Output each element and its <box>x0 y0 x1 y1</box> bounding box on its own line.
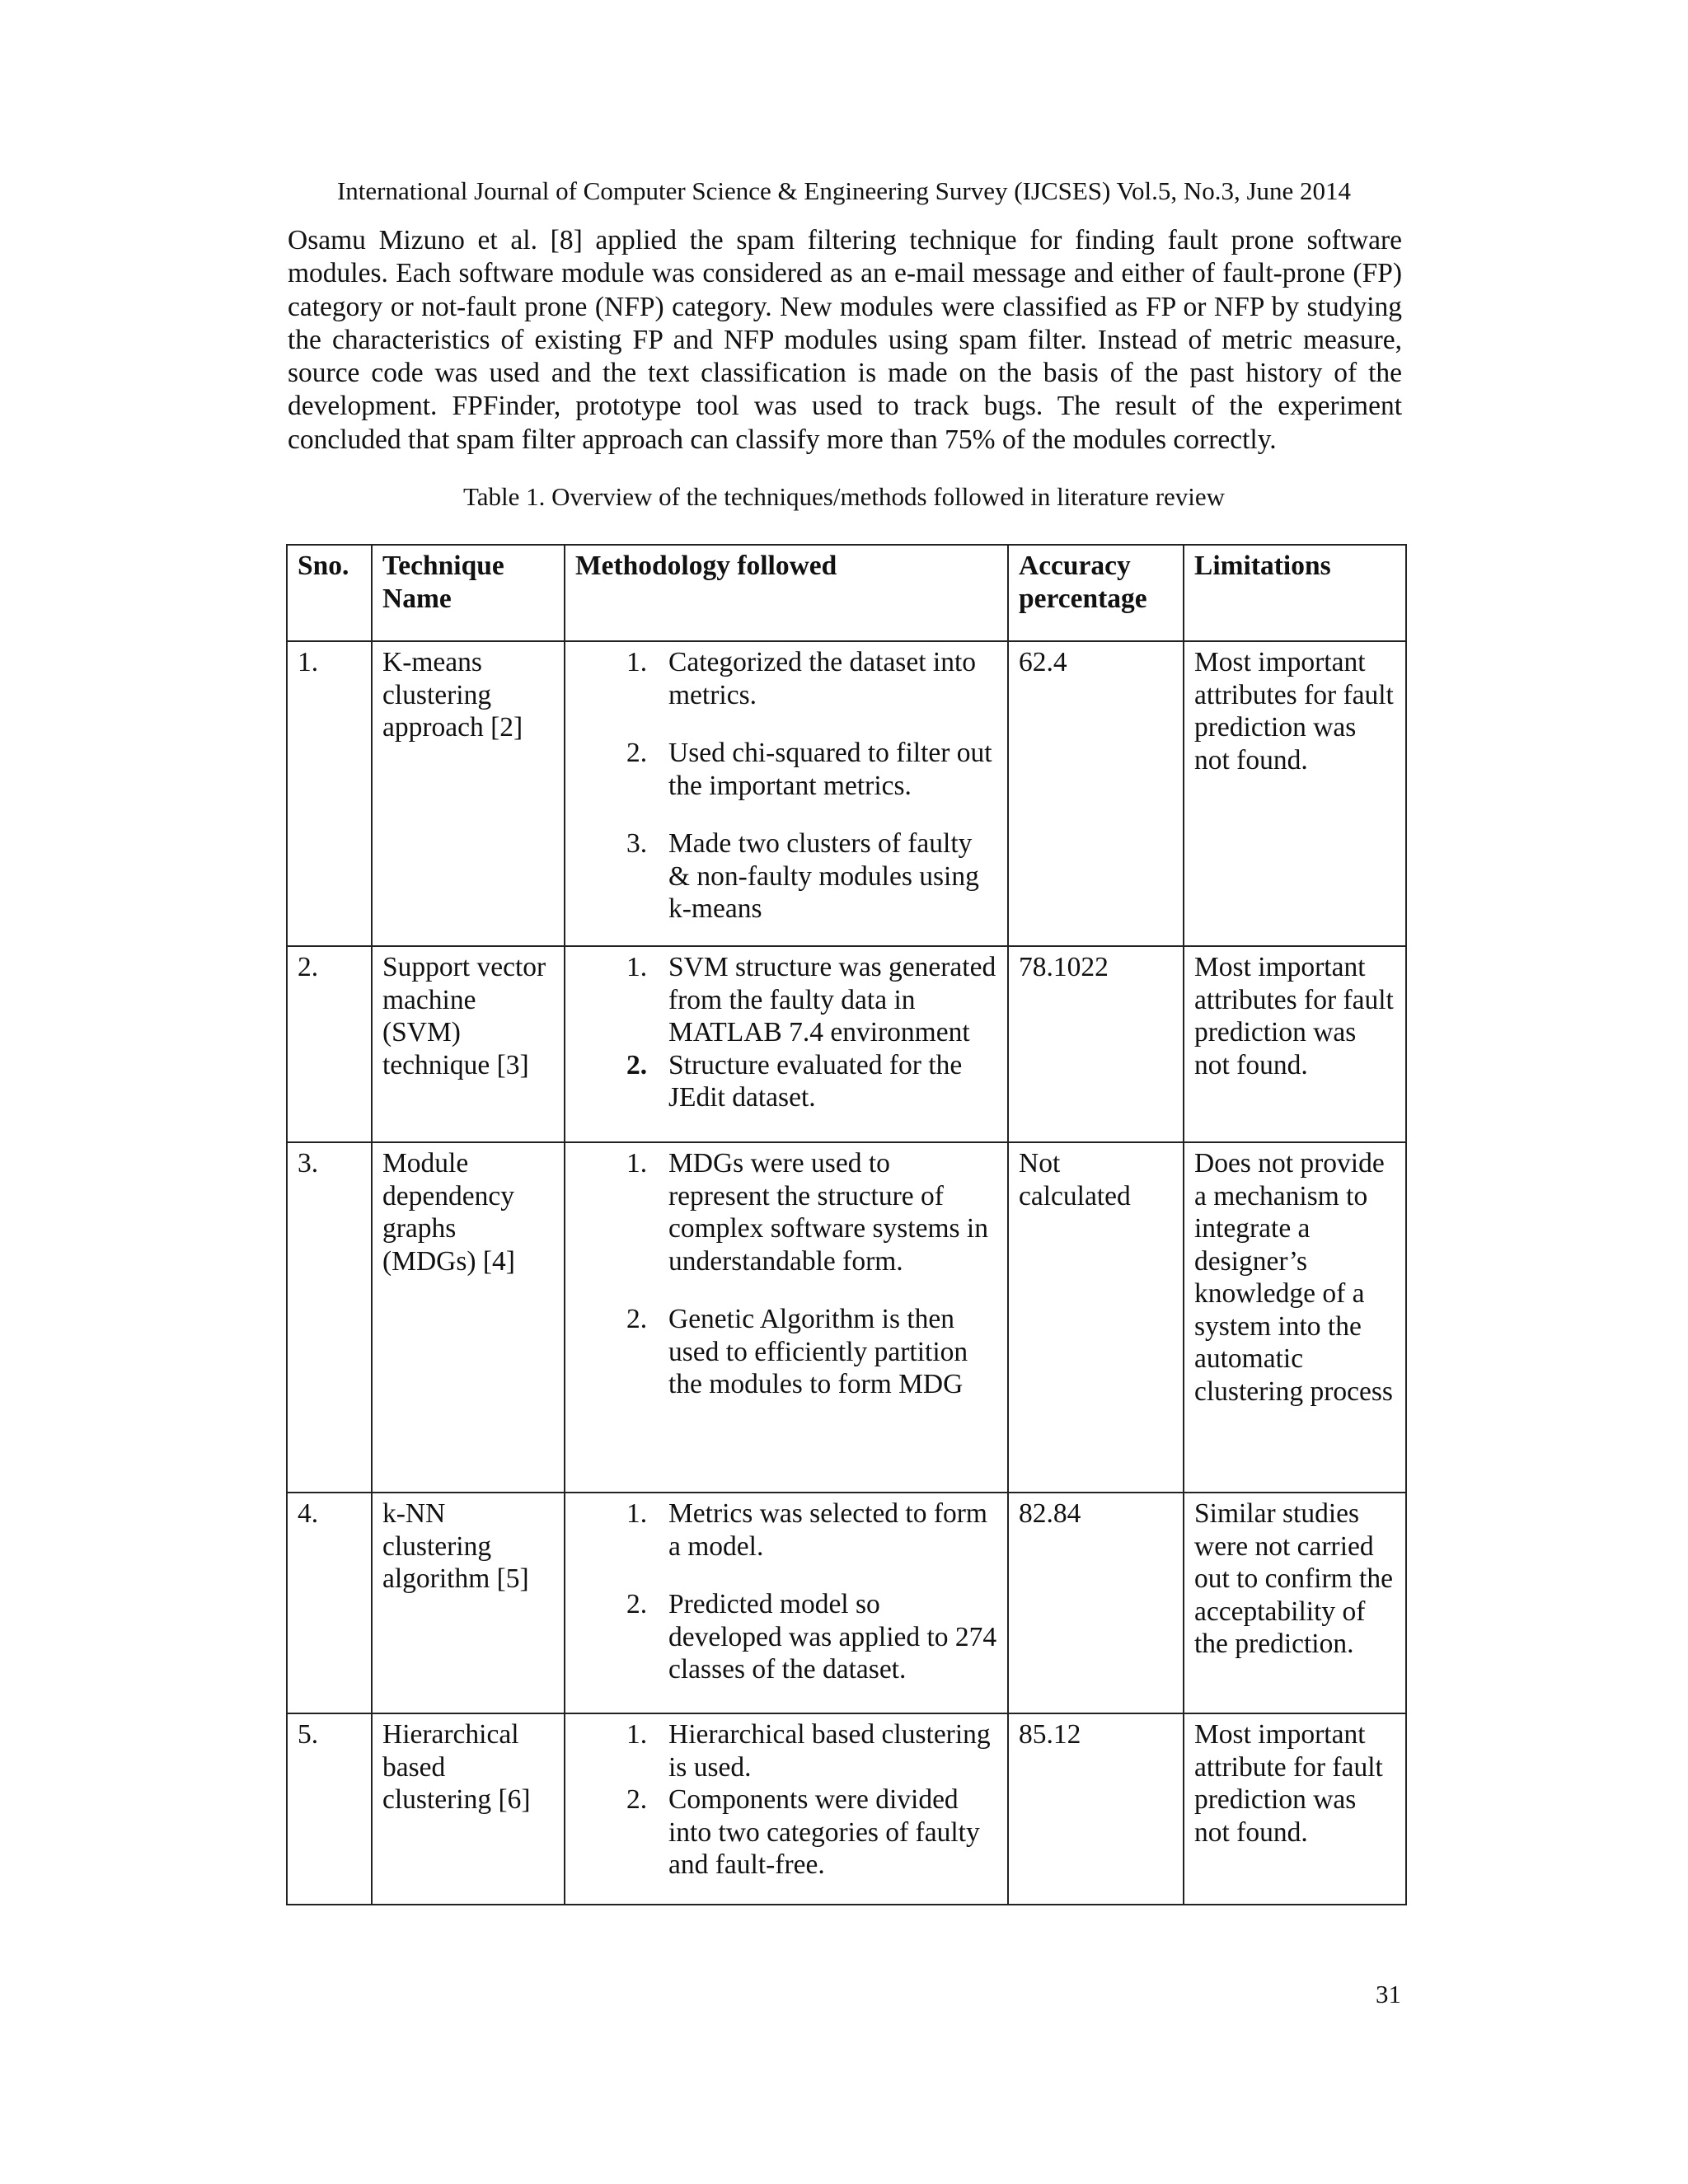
method-number: 3. <box>626 828 648 859</box>
method-text: Components were divided into two categories of faulty and fault-free. <box>668 1784 980 1880</box>
table-header-row <box>287 545 1406 641</box>
cell-limitations: Similar studies were not carried out to confirm the acceptability of the prediction. <box>1184 1493 1406 1713</box>
header-accuracy: Accuracy percentage <box>1008 545 1184 641</box>
cell-methodology <box>565 1713 1008 1905</box>
method-number: 2. <box>626 1304 648 1334</box>
cell-limitations: Does not provide a mechanism to integrate a designer’s knowledge of a system into the automatic clustering process <box>1184 1142 1406 1493</box>
method-number: 2. <box>626 738 648 768</box>
cell-limitations: Most important attributes for fault prediction was not found. <box>1184 641 1406 946</box>
page-number: 31 <box>1376 1980 1401 2008</box>
method-text: Hierarchical based clustering is used. <box>668 1719 991 1783</box>
table-row <box>287 1713 1406 1905</box>
cell-methodology <box>565 641 1008 946</box>
table-row <box>287 946 1406 1142</box>
method-text: Predicted model so developed was applied to 274 classes of the dataset. <box>668 1589 997 1685</box>
cell-methodology <box>565 1493 1008 1713</box>
method-text: SVM structure was generated from the faulty data in MATLAB 7.4 environment <box>668 952 996 1047</box>
cell-technique: k-NN clustering algorithm [5] <box>372 1493 565 1713</box>
cell-accuracy: Not calculated <box>1008 1142 1184 1493</box>
method-number: 1. <box>626 952 648 982</box>
method-item <box>575 1303 997 1401</box>
method-number: 1. <box>626 1719 648 1750</box>
cell-sno: 3. <box>287 1142 372 1493</box>
method-item <box>575 646 997 711</box>
method-number: 2. <box>626 1049 648 1080</box>
cell-technique: Support vector machine (SVM) technique [3] <box>372 946 565 1142</box>
method-number: 1. <box>626 1148 648 1179</box>
literature-review-table <box>286 544 1407 1905</box>
cell-accuracy: 78.1022 <box>1008 946 1184 1142</box>
table-caption: Table 1. Overview of the techniques/methods followed in literature review <box>462 482 1226 511</box>
method-text: Made two clusters of faulty & non-faulty modules using k-means <box>668 828 979 924</box>
header-technique-name: Technique Name <box>372 545 565 641</box>
method-item <box>575 951 997 1049</box>
method-item <box>575 1718 997 1783</box>
method-item <box>575 1147 997 1277</box>
header-methodology: Methodology followed <box>565 545 1008 641</box>
cell-sno: 5. <box>287 1713 372 1905</box>
cell-technique: Hierarchical based clustering [6] <box>372 1713 565 1905</box>
method-text: MDGs were used to represent the structure of complex software systems in understandable form. <box>668 1148 988 1277</box>
cell-methodology <box>565 946 1008 1142</box>
method-item <box>575 1588 997 1686</box>
table-row <box>287 1142 1406 1493</box>
table-row <box>287 1493 1406 1713</box>
header-sno: Sno. <box>287 545 372 641</box>
running-header: International Journal of Computer Science & Engineering Survey (IJCSES) Vol.5, No.3, June 2014 <box>336 176 1352 205</box>
body-paragraph: Osamu Mizuno et al. [8] applied the spam filtering technique for finding fault prone software modules. Each software module was considered as an e-mail message and either of fault-prone (FP) category or not-fault prone (NFP) category. New modules were classified as FP or NFP by studying the characteristics of existing FP and NFP modules using spam filter. Instead of metric measure, source code was used and the text classification is made on the basis of the past history of the development. FPFinder, prototype tool was used to track bugs. The result of the experiment concluded that spam filter approach can classify more than 75% of the modules correctly. <box>288 225 1402 455</box>
method-list <box>575 1147 997 1401</box>
cell-accuracy: 82.84 <box>1008 1493 1184 1713</box>
method-item <box>575 1497 997 1563</box>
method-list <box>575 646 997 926</box>
method-text: Metrics was selected to form a model. <box>668 1498 987 1562</box>
cell-sno: 4. <box>287 1493 372 1713</box>
cell-technique: K-means clustering approach [2] <box>372 641 565 946</box>
method-number: 1. <box>626 647 648 677</box>
method-text: Structure evaluated for the JEdit dataset. <box>668 1049 963 1113</box>
cell-technique: Module dependency graphs (MDGs) [4] <box>372 1142 565 1493</box>
method-list <box>575 951 997 1114</box>
method-item <box>575 737 997 802</box>
cell-sno: 1. <box>287 641 372 946</box>
method-item <box>575 827 997 926</box>
cell-methodology <box>565 1142 1008 1493</box>
cell-accuracy: 62.4 <box>1008 641 1184 946</box>
cell-limitations: Most important attributes for fault prediction was not found. <box>1184 946 1406 1142</box>
cell-accuracy: 85.12 <box>1008 1713 1184 1905</box>
method-item <box>575 1049 997 1114</box>
method-item <box>575 1783 997 1882</box>
table-row <box>287 641 1406 946</box>
method-number: 1. <box>626 1498 648 1529</box>
method-number: 2. <box>626 1589 648 1619</box>
method-number: 2. <box>626 1784 648 1815</box>
cell-limitations: Most important attribute for fault prediction was not found. <box>1184 1713 1406 1905</box>
method-list <box>575 1718 997 1882</box>
method-list <box>575 1497 997 1686</box>
method-text: Genetic Algorithm is then used to efficiently partition the modules to form MDG <box>668 1304 968 1399</box>
header-limitations: Limitations <box>1184 545 1406 641</box>
cell-sno: 2. <box>287 946 372 1142</box>
method-text: Categorized the dataset into metrics. <box>668 647 977 710</box>
method-text: Used chi-squared to filter out the important metrics. <box>668 738 992 801</box>
